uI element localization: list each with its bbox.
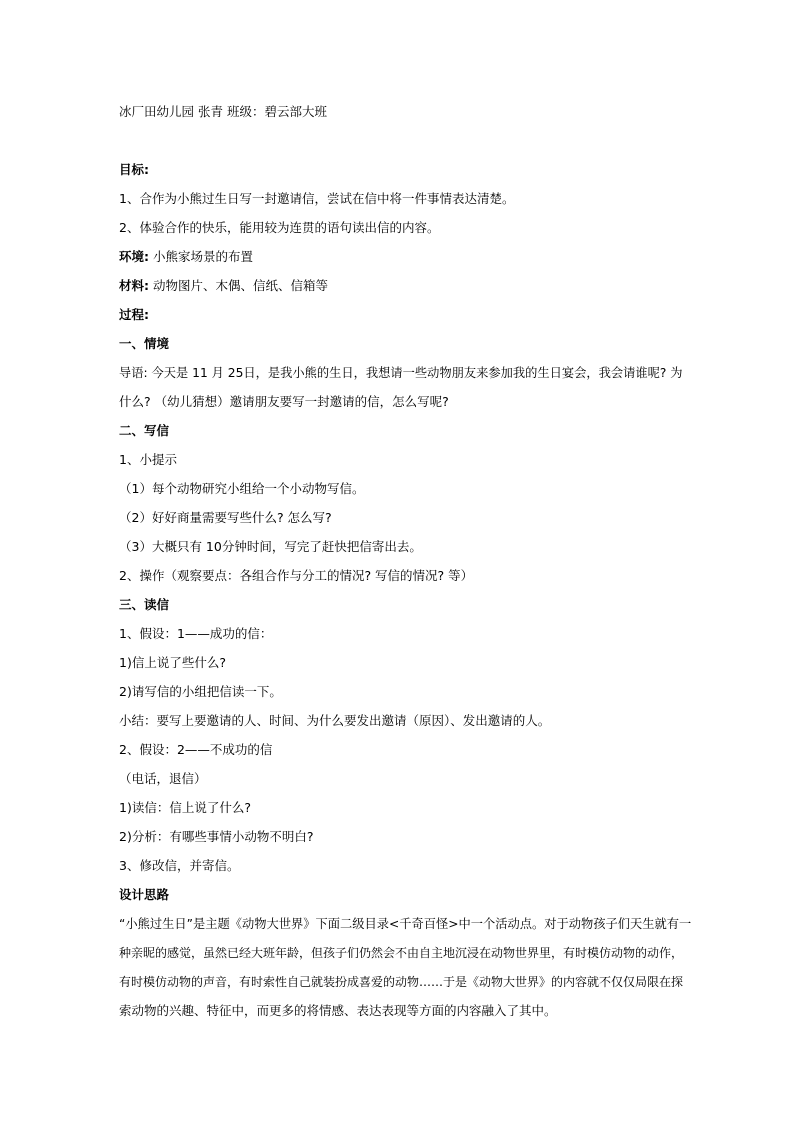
section-3-heading: 三、读信 bbox=[119, 597, 170, 612]
section-2-line-5: 2、操作（观察要点：各组合作与分工的情况? 写信的情况? 等） bbox=[119, 568, 474, 583]
section-3-line-7: 1)读信：信上说了什么? bbox=[119, 800, 251, 815]
design-line-4: 索动物的兴趣、特征中，而更多的将情感、表达表现等方面的内容融入了其中。 bbox=[119, 1003, 557, 1018]
design-heading: 设计思路 bbox=[119, 887, 170, 902]
goal-item-1: 1、合作为小熊过生日写一封邀请信，尝试在信中将一件事情表达清楚。 bbox=[119, 191, 515, 206]
section-3-line-9: 3、修改信，并寄信。 bbox=[119, 858, 240, 873]
design-line-3: 有时模仿动物的声音，有时索性自己就装扮成喜爱的动物……于是《动物大世界》的内容就不仅仅局限在探 bbox=[119, 975, 684, 989]
environment-text: 小熊家场景的布置 bbox=[149, 249, 253, 264]
section-2-heading: 二、写信 bbox=[119, 423, 170, 438]
section-1-line-1: 导语: 今天是 11 月 25日，是我小熊的生日，我想请一些动物朋友来参加我的生日宴会，我会请谁呢? 为 bbox=[119, 366, 683, 380]
goals-heading: 目标: bbox=[119, 162, 149, 177]
section-2-line-2: （1）每个动物研究小组给一个小动物写信。 bbox=[119, 481, 365, 496]
materials-line bbox=[119, 278, 691, 294]
section-3-line-3: 2)请写信的小组把信读一下。 bbox=[119, 684, 282, 699]
section-2-line-4: （3）大概只有 10分钟时间，写完了赶快把信寄出去。 bbox=[119, 539, 422, 554]
section-2-line-1: 1、小提示 bbox=[119, 452, 177, 467]
environment-line bbox=[119, 249, 691, 265]
section-3-line-2: 1)信上说了些什么? bbox=[119, 655, 226, 670]
section-3-line-4: 小结：要写上要邀请的人、时间、为什么要发出邀请（原因）、发出邀请的人。 bbox=[119, 713, 551, 728]
section-3-line-8: 2)分析：有哪些事情小动物不明白? bbox=[119, 829, 314, 844]
section-3-line-6: （电话，退信） bbox=[119, 771, 207, 786]
design-line-1: “小熊过生日”是主题《动物大世界》下面二级目录<千奇百怪>中一个活动点。对于动物孩子们天生就有一 bbox=[119, 917, 692, 931]
design-line-2: 种亲昵的感觉，虽然已经大班年龄，但孩子们仍然会不由自主地沉浸在动物世界里，有时模仿动物的动作， bbox=[119, 946, 684, 960]
section-1-line-2: 什么? （幼儿猜想）邀请朋友要写一封邀请的信，怎么写呢? bbox=[119, 394, 449, 409]
header-line: 冰厂田幼儿园 张青 班级：碧云部大班 bbox=[119, 104, 327, 119]
section-3-line-1: 1、假设：1——成功的信： bbox=[119, 626, 273, 641]
goal-item-2: 2、体验合作的快乐，能用较为连贯的语句读出信的内容。 bbox=[119, 220, 440, 235]
section-3-line-5: 2、假设：2——不成功的信 bbox=[119, 742, 273, 757]
materials-label: 材料: bbox=[119, 278, 149, 293]
materials-text: 动物图片、木偶、信纸、信箱等 bbox=[149, 278, 328, 293]
process-heading: 过程: bbox=[119, 307, 149, 322]
section-2-line-3: （2）好好商量需要写些什么? 怎么写? bbox=[119, 510, 332, 525]
environment-label: 环境: bbox=[119, 249, 149, 264]
section-1-heading: 一、情境 bbox=[119, 336, 170, 351]
